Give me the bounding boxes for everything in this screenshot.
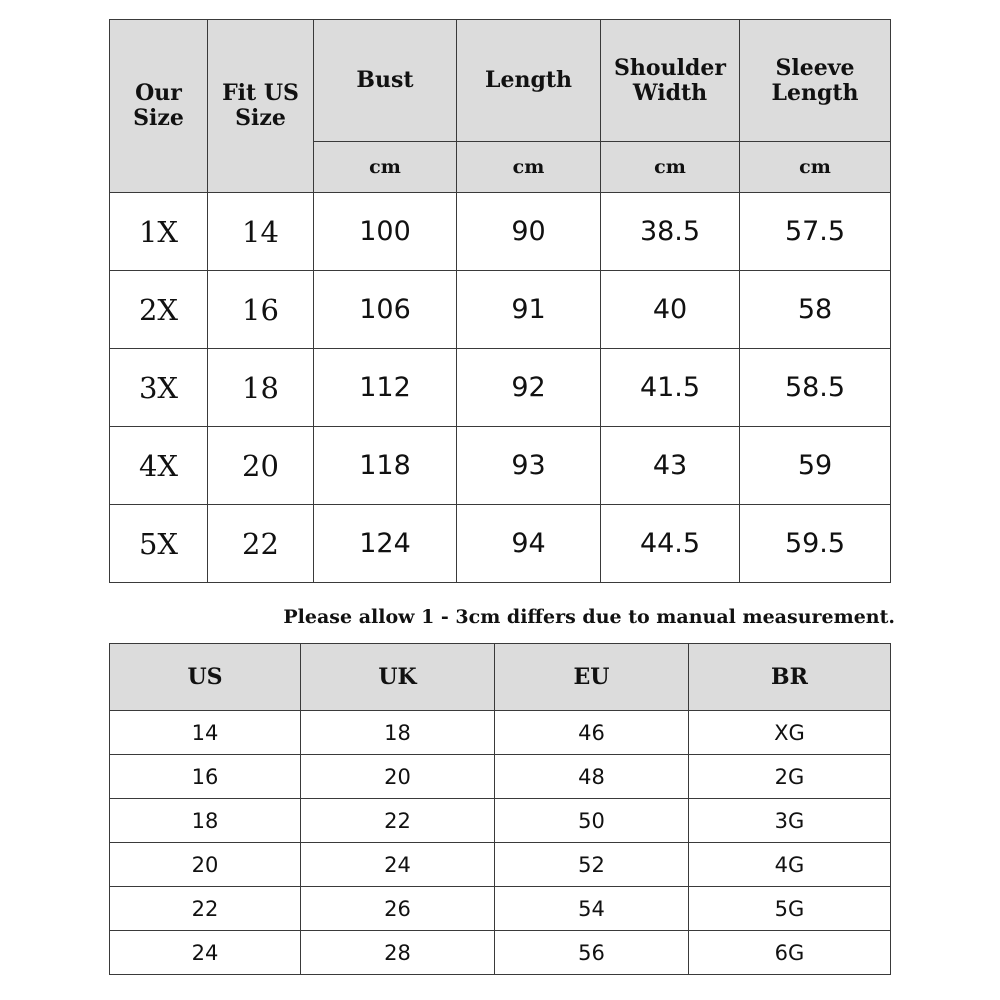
header-shoulder-width: Shoulder Width [601,20,740,142]
size-chart-table [109,19,891,583]
cell-br: 4G [689,843,891,887]
header-bust: Bust [314,20,457,142]
cell-fit-us: 18 [208,349,314,427]
header-eu: EU [495,644,689,711]
cell-sleeve: 58 [740,271,891,349]
cell-eu: 46 [495,711,689,755]
cell-eu: 48 [495,755,689,799]
cell-us: 16 [110,755,301,799]
size-row [110,271,891,349]
measurement-note: Please allow 1 - 3cm differs due to manual measurement. [283,606,895,628]
cell-uk: 24 [301,843,495,887]
cell-sleeve: 58.5 [740,349,891,427]
cell-fit-us: 20 [208,427,314,505]
unit-sleeve-length: cm [740,142,891,193]
unit-shoulder-width: cm [601,142,740,193]
cell-br: XG [689,711,891,755]
cell-shoulder: 40 [601,271,740,349]
cell-length: 94 [457,505,601,583]
cell-eu: 54 [495,887,689,931]
cell-bust: 112 [314,349,457,427]
header-our-size: Our Size [110,20,208,193]
size-chart-header-row [110,20,891,142]
cell-bust: 106 [314,271,457,349]
cell-uk: 22 [301,799,495,843]
size-row [110,193,891,271]
cell-length: 90 [457,193,601,271]
cell-our-size: 5X [110,505,208,583]
header-length: Length [457,20,601,142]
cell-our-size: 2X [110,271,208,349]
cell-br: 3G [689,799,891,843]
conversion-header-row [110,644,891,711]
cell-our-size: 4X [110,427,208,505]
cell-br: 5G [689,887,891,931]
cell-fit-us: 16 [208,271,314,349]
cell-eu: 56 [495,931,689,975]
cell-fit-us: 22 [208,505,314,583]
cell-fit-us: 14 [208,193,314,271]
conversion-row [110,843,891,887]
cell-uk: 18 [301,711,495,755]
unit-length: cm [457,142,601,193]
header-br: BR [689,644,891,711]
cell-sleeve: 59 [740,427,891,505]
header-fit-us-size: Fit US Size [208,20,314,193]
conversion-row [110,887,891,931]
cell-us: 14 [110,711,301,755]
header-uk: UK [301,644,495,711]
size-conversion-table [109,643,891,975]
cell-uk: 20 [301,755,495,799]
cell-uk: 28 [301,931,495,975]
size-row [110,505,891,583]
cell-our-size: 3X [110,349,208,427]
cell-us: 18 [110,799,301,843]
unit-bust: cm [314,142,457,193]
size-row [110,349,891,427]
cell-uk: 26 [301,887,495,931]
header-us: US [110,644,301,711]
cell-sleeve: 59.5 [740,505,891,583]
cell-sleeve: 57.5 [740,193,891,271]
cell-br: 6G [689,931,891,975]
conversion-row [110,931,891,975]
cell-bust: 100 [314,193,457,271]
conversion-row [110,711,891,755]
cell-us: 24 [110,931,301,975]
cell-length: 92 [457,349,601,427]
cell-our-size: 1X [110,193,208,271]
conversion-row [110,799,891,843]
cell-shoulder: 44.5 [601,505,740,583]
conversion-row [110,755,891,799]
cell-eu: 52 [495,843,689,887]
size-row [110,427,891,505]
cell-length: 93 [457,427,601,505]
cell-shoulder: 41.5 [601,349,740,427]
cell-length: 91 [457,271,601,349]
cell-eu: 50 [495,799,689,843]
header-sleeve-length: Sleeve Length [740,20,891,142]
cell-bust: 124 [314,505,457,583]
cell-shoulder: 38.5 [601,193,740,271]
cell-us: 20 [110,843,301,887]
cell-shoulder: 43 [601,427,740,505]
cell-bust: 118 [314,427,457,505]
cell-us: 22 [110,887,301,931]
cell-br: 2G [689,755,891,799]
